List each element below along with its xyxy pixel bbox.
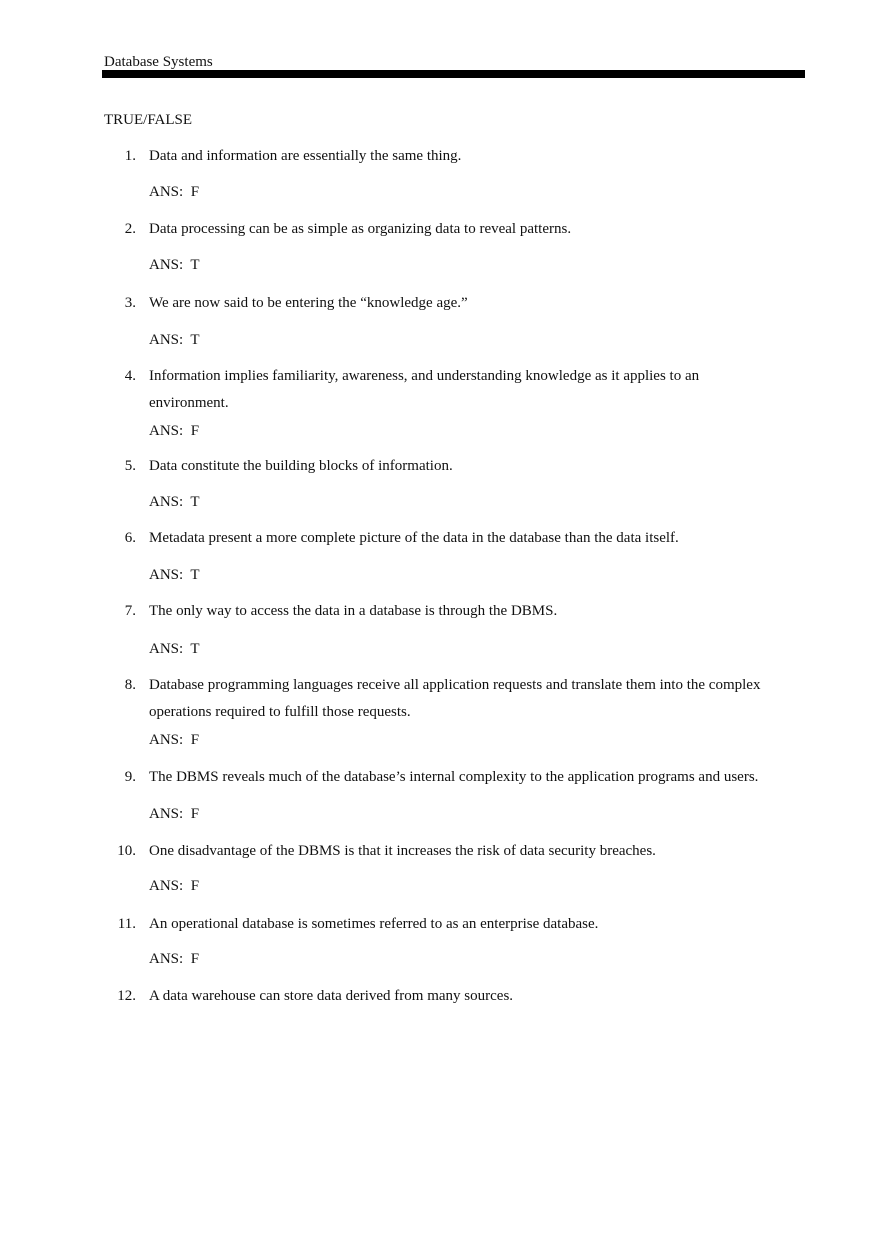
question-number: 7. — [124, 603, 136, 619]
question-text: Metadata present a more complete picture of the data in the database than the data itself. — [149, 530, 679, 546]
answer-label: ANS: — [149, 567, 184, 583]
question-number: 3. — [124, 295, 136, 311]
answer-value: T — [190, 641, 200, 657]
answer-value: T — [190, 567, 200, 583]
section-title: TRUE/FALSE — [104, 112, 193, 128]
answer-value: F — [190, 732, 200, 748]
answer — [149, 950, 199, 968]
answer-value: T — [190, 257, 200, 273]
question-number: 8. — [124, 677, 136, 693]
question-text: Data and information are essentially the same thing. — [149, 148, 462, 164]
answer-label: ANS: — [149, 423, 184, 439]
answer-label: ANS: — [149, 494, 184, 510]
question-text: Data constitute the building blocks of information. — [149, 458, 453, 474]
question-number: 5. — [124, 458, 136, 474]
answer — [149, 877, 199, 895]
answer-label: ANS: — [149, 257, 184, 273]
answer-label: ANS: — [149, 732, 184, 748]
answer-value: F — [190, 951, 200, 967]
answer — [149, 566, 200, 584]
question-number: 11. — [117, 916, 136, 932]
question-text: The DBMS reveals much of the database’s internal complexity to the application programs and users. — [149, 769, 759, 785]
answer-value: F — [190, 423, 200, 439]
question-text: The only way to access the data in a database is through the DBMS. — [149, 603, 558, 619]
answer-label: ANS: — [149, 641, 184, 657]
question-number: 4. — [124, 368, 136, 384]
answer-value: F — [190, 184, 200, 200]
answer-label: ANS: — [149, 332, 184, 348]
question-number: 10. — [117, 843, 136, 859]
question-number: 1. — [124, 148, 136, 164]
answer — [149, 805, 199, 823]
answer — [149, 256, 200, 274]
question-text: Information implies familiarity, awareness, and understanding knowledge as it applies to an environment. — [149, 368, 700, 411]
answer — [149, 422, 199, 440]
answer-label: ANS: — [149, 184, 184, 200]
header-title: Database Systems — [104, 54, 213, 70]
answer — [149, 183, 199, 201]
question-number: 9. — [124, 769, 136, 785]
question-text: An operational database is sometimes referred to as an enterprise database. — [149, 916, 599, 932]
answer-label: ANS: — [149, 878, 184, 894]
question-number: 6. — [124, 530, 136, 546]
answer — [149, 493, 200, 511]
question-text: One disadvantage of the DBMS is that it increases the risk of data security breaches. — [149, 843, 656, 859]
answer — [149, 640, 200, 658]
answer-value: F — [190, 806, 200, 822]
answer-label: ANS: — [149, 951, 184, 967]
answer — [149, 331, 200, 349]
answer — [149, 731, 199, 749]
question-text: We are now said to be entering the “knowledge age.” — [149, 295, 468, 311]
question-text: A data warehouse can store data derived from many sources. — [149, 988, 514, 1004]
answer-label: ANS: — [149, 806, 184, 822]
question-text: Data processing can be as simple as organizing data to reveal patterns. — [149, 221, 572, 237]
header-rule — [102, 70, 805, 78]
answer-value: T — [190, 332, 200, 348]
question-number: 2. — [124, 221, 136, 237]
answer-value: T — [190, 494, 200, 510]
question-number: 12. — [117, 988, 136, 1004]
question-text: Database programming languages receive all application requests and translate them into the complex operations required to fulfill those requests. — [149, 677, 761, 720]
answer-value: F — [190, 878, 200, 894]
